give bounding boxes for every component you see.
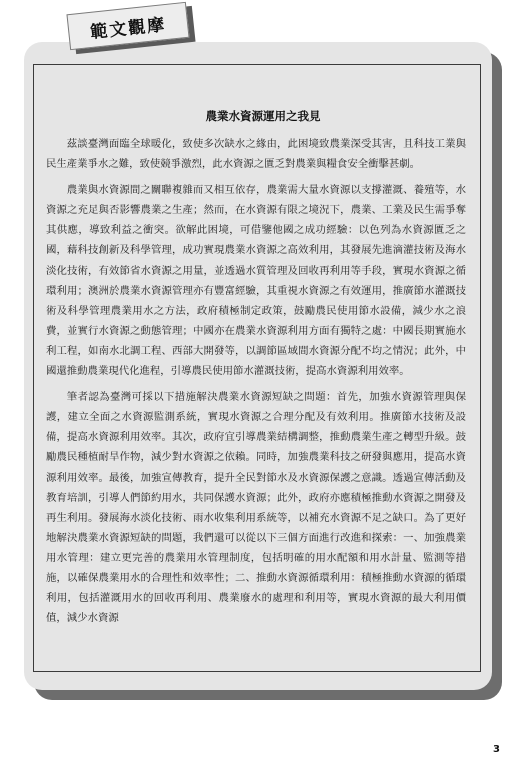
page-number: 3 — [493, 744, 500, 755]
article-title: 農業水資源運用之我見 — [205, 109, 321, 123]
article-body — [46, 134, 466, 634]
paragraph-1: 茲談臺灣面臨全球暖化，致使多次缺水之緣由，此困境致農業深受其害，且科技工業與民生產業爭水之難，致使競爭激烈，此水資源之匱乏對農業與糧食安全衝擊甚劇。 — [46, 138, 466, 171]
paragraph-3: 筆者認為臺灣可採以下措施解決農業水資源短缺之問題：首先，加強水資源管理與保護，建立全面之水資源監測系統，實現水資源之合理分配及有效利用。推廣節水技術及設備，提高水資源利用效率。其次，政府宜引導農業結構調整，推動農業生產之轉型升級。鼓勵農民種植耐旱作物，減少對水資源之依賴。同時，加強農業科技之研發與應用，提高水資源利用效率。最後，加強宣傳教育，提升全民對節水及水資源保護之意識。透過宣傳活動及教育培訓，引導人們節約用水，共同保護水資源；此外，政府亦應積極推動水資源之開發及再生利用。發展海水淡化技術、雨水收集利用系統等，以補充水資源不足之缺口。為了更好地解決農業水資源短缺的問題，我們還可以從以下三個方面進行改進和探索：一、加強農業用水管理：建立更完善的農業用水管理制度，包括明確的用水配額和用水計量、監測等措施，以確保農業用水的合理性和效率性；二、推動水資源循環利用：積極推動水資源的循環利用，包括灌溉用水的回收再利用、農業廢水的處理和利用等，實現水資源的最大利用價值，減少水資源 — [46, 391, 466, 625]
section-label: 範文觀摩 — [89, 14, 168, 43]
paragraph-2: 農業與水資源間之關聯複雜而又相互依存，農業需大量水資源以支撐灌溉、養殖等，水資源之充足與否影響農業之生產；然而，在水資源有限之境況下，農業、工業及民生需爭奪其供應，導致利益之衝突。欲解此困境，可借鑒他國之成功經驗：以色列為水資源匱乏之國，藉科技創新及科學管理，成功實現農業水資源之高效利用，其發展先進滴灌技術及海水淡化技術，有效節省水資源之用量，並透過水質管理及回收再利用等手段，實現水資源之循環利用；澳洲於農業水資源管理亦有豐富經驗，其重視水資源之有效運用，推廣節水灌溉技術及科學管理農業用水之方法，政府積極制定政策，鼓勵農民使用節水設備，減少水之浪費，並實行水資源之動態管理；中國亦在農業水資源利用方面有獨特之處：中國長期實施水利工程，如南水北調工程、西部大開發等，以調節區域間水資源分配不均之情況；此外，中國還推動農業現代化進程，引導農民使用節水灌溉技術，提高水資源利用效率。 — [46, 184, 466, 378]
